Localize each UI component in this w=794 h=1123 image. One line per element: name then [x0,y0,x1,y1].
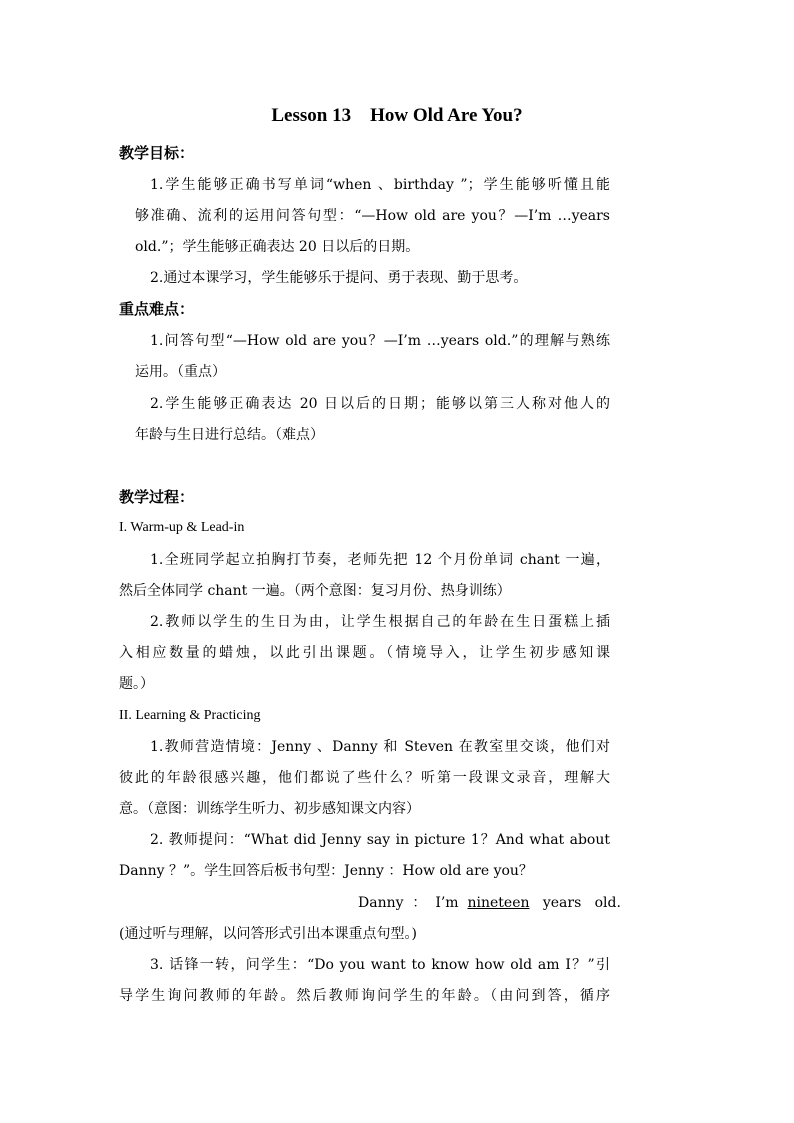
section-1-p2-line-1: 2.教师以学生的生日为由，让学生根据自己的年龄在生日蛋糕上插 [150,614,610,630]
section-2-p1-line-2: 彼此的年龄很感兴趣，他们都说了些什么？听第一段课文录音，理解大 [119,770,610,786]
section-1-p2-line-2: 入相应数量的蜡烛，以此引出课题。（情境导入，让学生初步感知课 [119,645,610,661]
section-2-p1-line-3: 意。（意图：训练学生听力、初步感知课文内容） [119,801,420,817]
section-2-p3-line-1: 3. 话锋一转，问学生：“Do you want to know how old am I？”引 [150,957,610,973]
section-1-p2-line-3: 题。） [119,676,154,692]
objectives-heading: 教学目标： [119,144,195,162]
objective-1-line-3: old.”；学生能够正确表达 20 日以后的日期。 [135,239,420,255]
section-1-p1-line-2: 然后全体同学 chant 一遍。（两个意图：复习月份、热身训练） [119,583,511,599]
section-2-p1-line-1: 1.教师营造情境：Jenny 、Danny 和 Steven 在教室里交谈，他们对 [150,739,610,755]
objective-2-line-1: 2.通过本课学习，学生能够乐于提问、勇于表现、勤于思考。 [150,270,528,286]
section-2-label: II. Learning & Practicing [119,708,261,723]
section-1-label: I. Warm-up & Lead-in [119,520,245,535]
section-1-p1-line-1: 1.全班同学起立拍胸打节奏，老师先把 12 个月份单词 chant 一遍， [150,552,610,568]
key-point-1-line-2: 运用。（重点） [135,364,226,380]
key-points-heading: 重点难点： [119,300,195,318]
danny-answer [358,893,621,913]
danny-answer-prefix: Danny ： I’m [358,895,468,911]
objective-1-line-1: 1.学生能够正确书写单词“when 、birthday ”；学生能够听懂且能 [150,177,610,193]
section-2-p2-note: (通过听与理解，以问答形式引出本课重点句型。) [119,926,417,942]
objective-1-line-2: 够准确、流利的运用问答句型：“—How old are you？—I’m …years [135,208,610,224]
process-heading: 教学过程： [119,488,195,506]
key-point-2-line-1: 2.学生能够正确表达 20 日以后的日期；能够以第三人称对他人的 [150,396,610,412]
danny-answer-age: nineteen [467,895,530,911]
section-2-p2-line-2: Danny ？”。学生回答后板书句型：Jenny ：How old are you？ [119,863,533,879]
section-2-p2-line-1: 2. 教师提问：“What did Jenny say in picture 1？And what about [150,832,610,848]
danny-answer-suffix: years old. [529,895,621,911]
section-2-p3-line-2: 导学生询问教师的年龄。然后教师询问学生的年龄。（由问到答，循序 [119,988,610,1004]
lesson-title: Lesson 13 How Old Are You? [271,105,523,126]
key-point-1-line-1: 1.问答句型“—How old are you？—I’m …years old.”的理解与熟练 [150,333,610,349]
key-point-2-line-2: 年龄与生日进行总结。（难点） [135,427,324,443]
